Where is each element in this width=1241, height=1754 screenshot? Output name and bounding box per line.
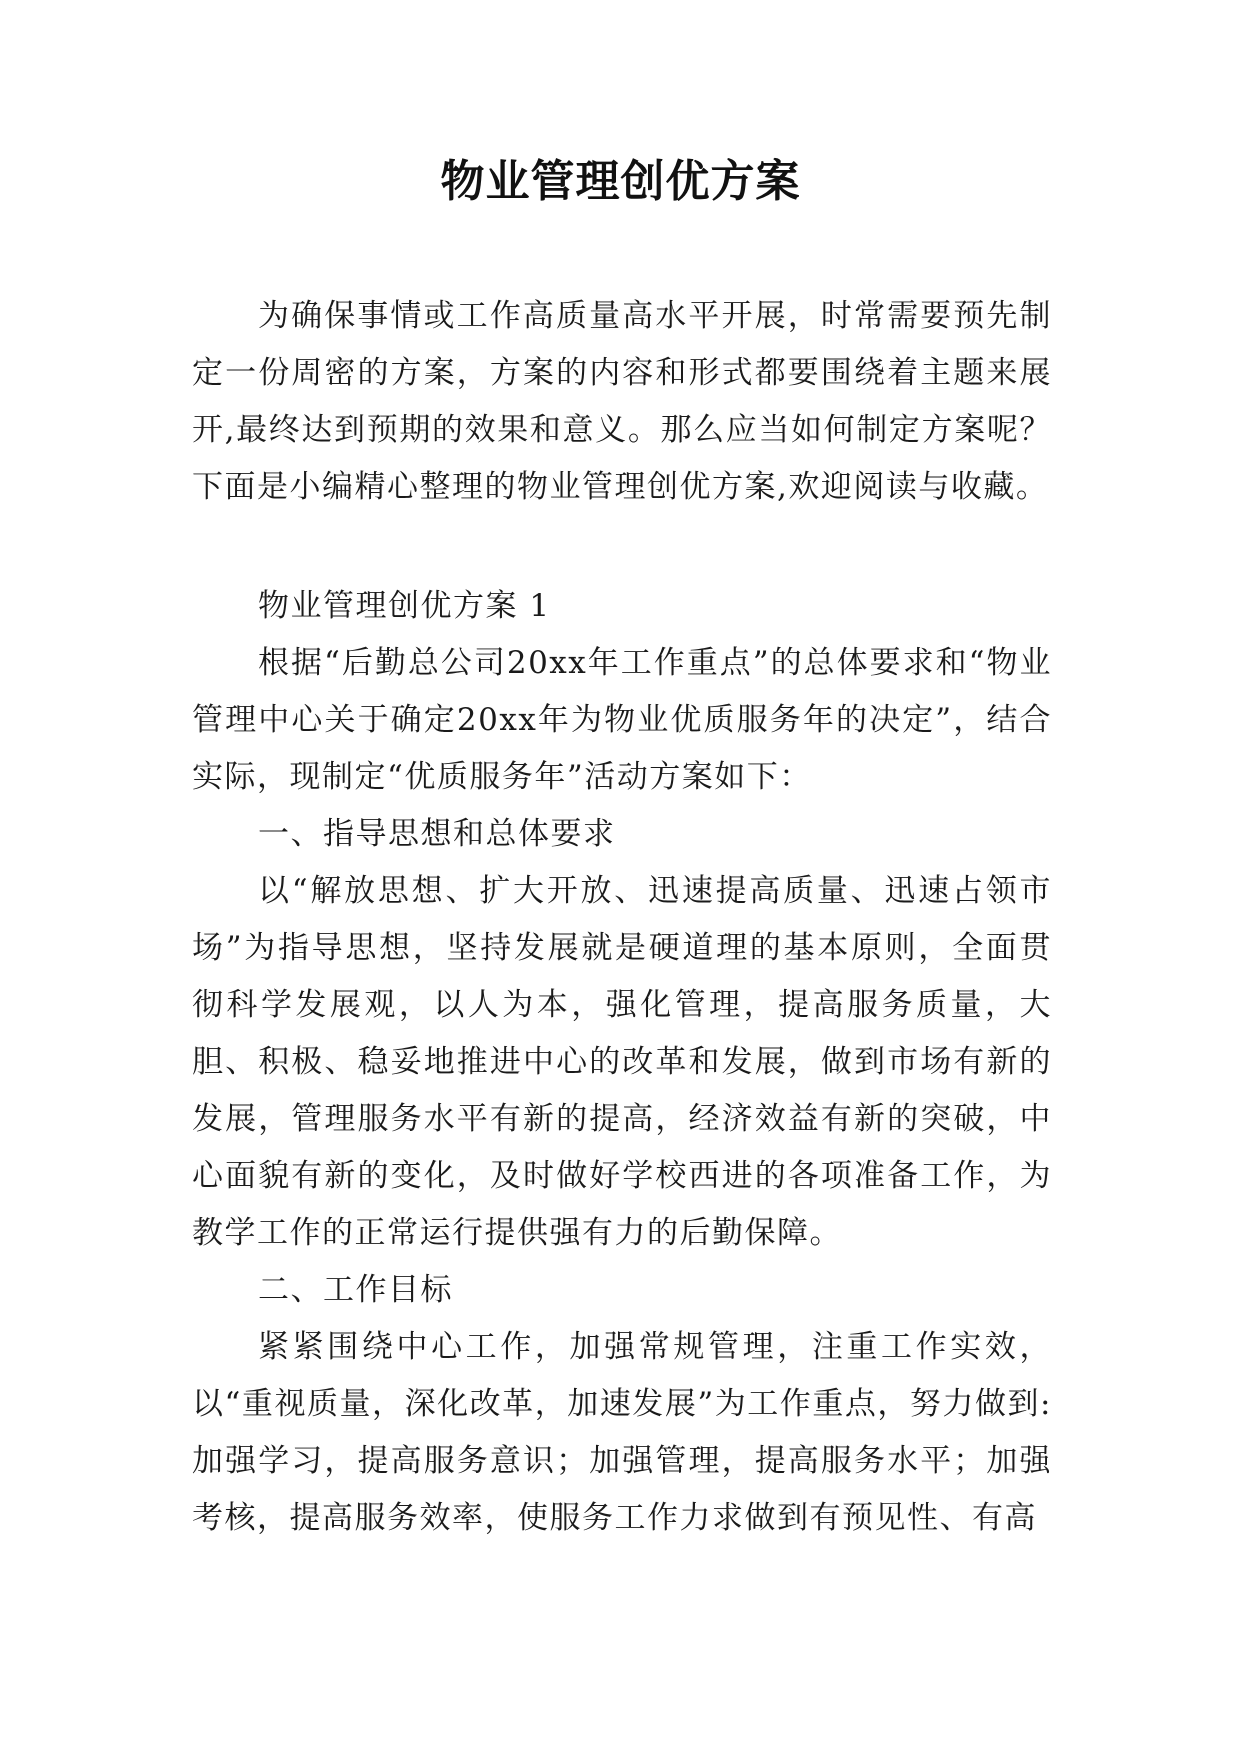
section-heading: 物业管理创优方案 1 [258, 588, 551, 624]
subsection-heading: 二、工作目标 [258, 1272, 453, 1308]
intro-paragraph: 为确保事情或工作高质量高水平开展，时常需要预先制定一份周密的方案，方案的内容和形式都要围绕着主题来展开,最终达到预期的效果和意义。那么应当如何制定方案呢？下面是小编精心整理的物业管理创优方案,欢迎阅读与收藏。 [192, 298, 1052, 505]
body-paragraph: 以“解放思想、扩大开放、迅速提高质量、迅速占领市场”为指导思想，坚持发展就是硬道理的基本原则，全面贯彻科学发展观，以人为本，强化管理，提高服务质量，大胆、积极、稳妥地推进中心的改革和发展，做到市场有新的发展，管理服务水平有新的提高，经济效益有新的突破，中心面貌有新的变化，及时做好学校西进的各项准备工作，为教学工作的正常运行提供强有力的后勤保障。 [192, 873, 1052, 1251]
document-title: 物业管理创优方案 [440, 156, 801, 207]
subsection-heading: 一、指导思想和总体要求 [258, 816, 616, 852]
body-paragraph: 根据“后勤总公司20xx年工作重点”的总体要求和“物业管理中心关于确定20xx年为物业优质服务年的决定”，结合实际，现制定“优质服务年”活动方案如下： [192, 645, 1052, 795]
document-content [192, 578, 1052, 1547]
body-paragraph: 紧紧围绕中心工作，加强常规管理，注重工作实效，以“重视质量，深化改革，加速发展”为工作重点，努力做到:加强学习，提高服务意识；加强管理，提高服务水平；加强考核，提高服务效率，使服务工作力求做到有预见性、有高 [192, 1329, 1052, 1536]
